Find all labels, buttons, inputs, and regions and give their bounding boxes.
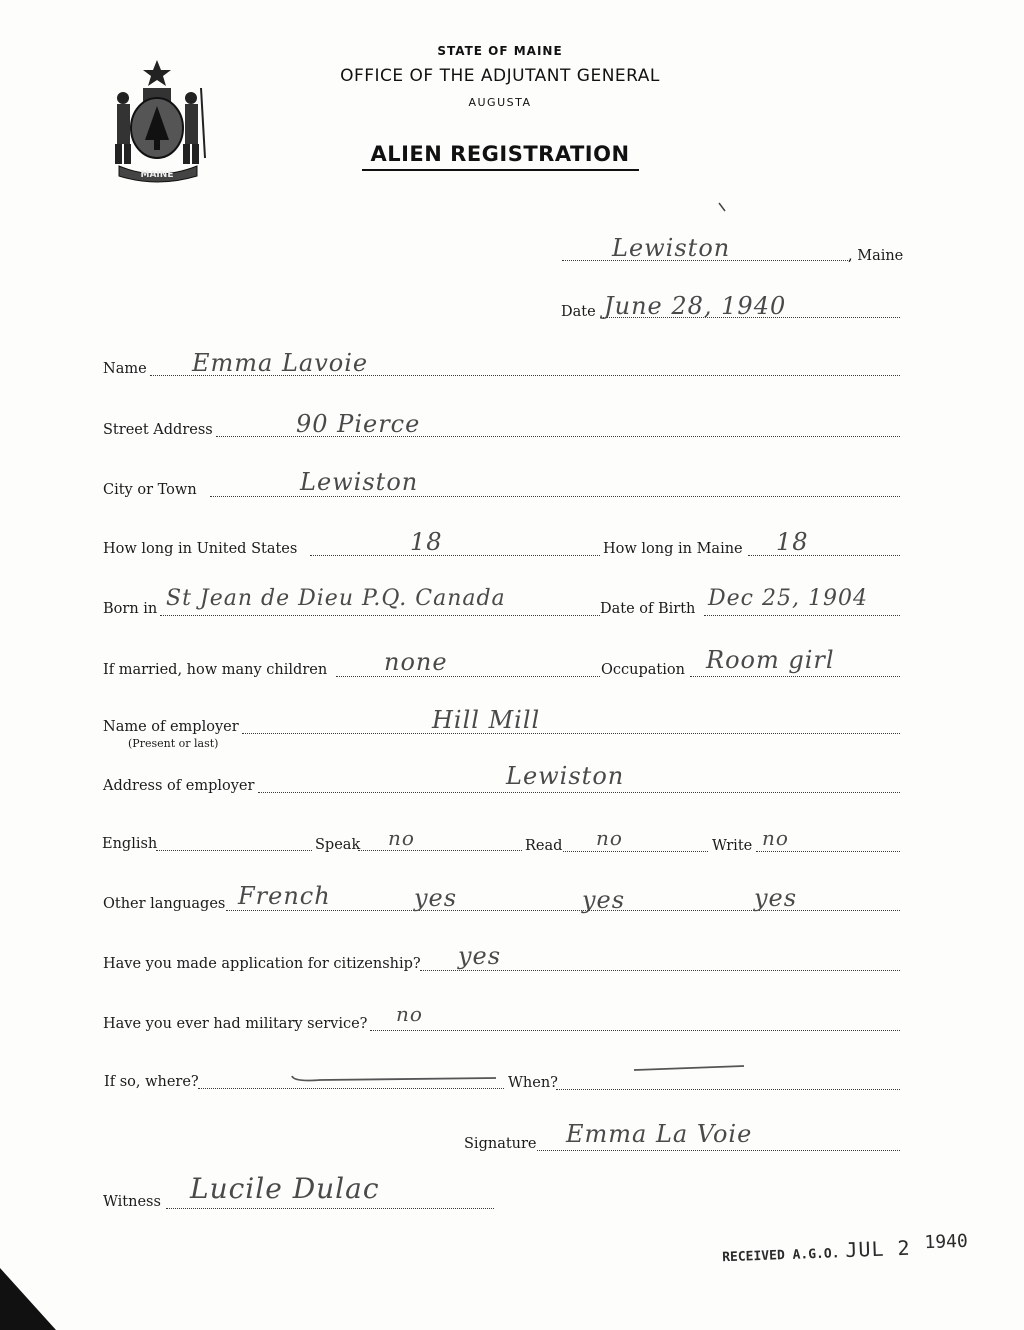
signature-value: Emma La Voie bbox=[566, 1120, 753, 1148]
english-speak-label: Speak bbox=[315, 837, 361, 853]
military-line bbox=[370, 1030, 900, 1031]
city-heading: AUGUSTA bbox=[468, 96, 532, 109]
employer-line bbox=[242, 733, 900, 734]
city-town-line bbox=[210, 496, 900, 497]
other-languages-line bbox=[226, 910, 900, 911]
other-language-speak-value: yes bbox=[414, 884, 458, 912]
stamp-date-text: JUL 2 bbox=[844, 1235, 912, 1262]
witness-label: Witness bbox=[103, 1194, 161, 1210]
english-read-value: no bbox=[596, 826, 623, 850]
other-language-value: French bbox=[238, 882, 331, 910]
english-label: English bbox=[102, 836, 158, 852]
english-line bbox=[156, 850, 312, 851]
signature-line bbox=[537, 1150, 900, 1151]
street-value: 90 Pierce bbox=[296, 410, 421, 438]
when-dash-mark bbox=[632, 1062, 748, 1076]
occupation-label: Occupation bbox=[601, 662, 685, 678]
maine-duration-label: How long in Maine bbox=[603, 541, 743, 557]
dob-label: Date of Birth bbox=[600, 601, 696, 617]
location-state-label: , Maine bbox=[848, 248, 904, 264]
title-underline bbox=[362, 169, 639, 171]
us-duration-line bbox=[310, 555, 600, 556]
page-corner-shadow bbox=[0, 1268, 60, 1330]
name-label: Name bbox=[103, 361, 147, 377]
received-stamp bbox=[721, 1230, 969, 1267]
other-languages-label: Other languages bbox=[103, 896, 226, 912]
english-read-label: Read bbox=[525, 838, 563, 854]
stamp-year-text: 1940 bbox=[924, 1230, 969, 1254]
state-heading: STATE OF MAINE bbox=[437, 44, 563, 58]
employer-address-label: Address of employer bbox=[103, 778, 255, 794]
dob-line bbox=[704, 615, 900, 616]
seal-text: MAINE bbox=[140, 170, 174, 180]
born-in-label: Born in bbox=[103, 601, 158, 617]
location-city-value: Lewiston bbox=[612, 234, 731, 262]
stamp-received-text: RECEIVED A.G.O. bbox=[721, 1246, 840, 1266]
children-line bbox=[336, 676, 600, 677]
maine-seal-icon bbox=[105, 58, 210, 183]
born-in-value: St Jean de Dieu P.Q. Canada bbox=[166, 586, 506, 611]
dob-value: Dec 25, 1904 bbox=[708, 586, 868, 611]
form-title: ALIEN REGISTRATION bbox=[370, 142, 630, 166]
english-write-label: Write bbox=[712, 838, 753, 854]
employer-address-line bbox=[258, 792, 900, 793]
employer-label: Name of employer bbox=[103, 719, 239, 735]
citizenship-label: Have you made application for citizenship? bbox=[103, 956, 421, 972]
pen-mark bbox=[718, 202, 726, 212]
english-write-line bbox=[756, 851, 900, 852]
employer-value: Hill Mill bbox=[432, 706, 541, 734]
military-label: Have you ever had military service? bbox=[103, 1016, 368, 1032]
name-value: Emma Lavoie bbox=[192, 349, 369, 377]
office-heading: OFFICE OF THE ADJUTANT GENERAL bbox=[340, 66, 660, 86]
date-value: June 28, 1940 bbox=[604, 292, 787, 320]
maine-duration-value: 18 bbox=[776, 528, 809, 556]
where-label: If so, where? bbox=[104, 1074, 199, 1090]
citizenship-line bbox=[420, 970, 900, 971]
employer-address-value: Lewiston bbox=[506, 762, 625, 790]
city-town-label: City or Town bbox=[103, 482, 197, 498]
us-duration-value: 18 bbox=[410, 528, 443, 556]
street-label: Street Address bbox=[103, 422, 213, 438]
where-dash-mark bbox=[290, 1066, 500, 1086]
other-language-read-value: yes bbox=[582, 886, 626, 914]
maine-duration-line bbox=[748, 555, 900, 556]
occupation-value: Room girl bbox=[706, 646, 835, 674]
other-language-write-value: yes bbox=[754, 884, 798, 912]
children-value: none bbox=[384, 648, 448, 676]
us-duration-label: How long in United States bbox=[103, 541, 298, 557]
english-write-value: no bbox=[762, 826, 789, 850]
children-label: If married, how many children bbox=[103, 662, 328, 678]
when-line bbox=[556, 1089, 900, 1090]
witness-value: Lucile Dulac bbox=[190, 1172, 380, 1205]
english-speak-line bbox=[358, 850, 522, 851]
city-town-value: Lewiston bbox=[300, 468, 419, 496]
date-label: Date bbox=[561, 304, 596, 320]
military-value: no bbox=[396, 1002, 423, 1026]
born-in-line bbox=[160, 615, 600, 616]
when-label: When? bbox=[508, 1075, 558, 1091]
witness-line bbox=[166, 1208, 494, 1209]
english-speak-value: no bbox=[388, 826, 415, 850]
english-read-line bbox=[563, 851, 708, 852]
occupation-line bbox=[690, 676, 900, 677]
where-line bbox=[198, 1088, 504, 1089]
citizenship-value: yes bbox=[458, 942, 502, 970]
employer-sublabel: (Present or last) bbox=[128, 737, 219, 750]
signature-label: Signature bbox=[464, 1136, 537, 1152]
